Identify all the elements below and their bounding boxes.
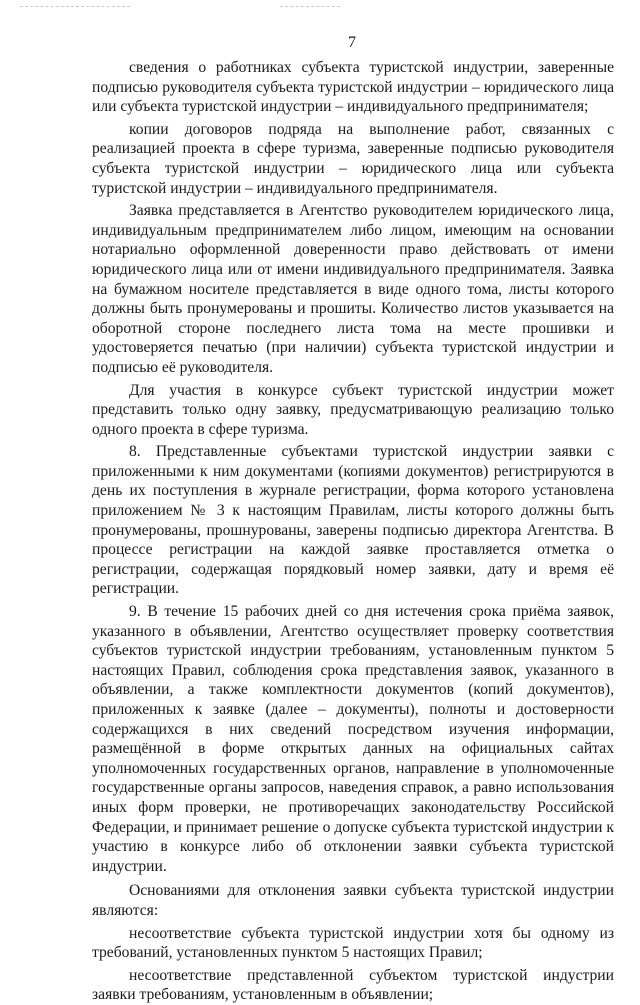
paragraph-item-8-registration: 8. Представленные субъектами туристской индустрии заявки с приложенными к ним документами (копиями документов) регистрируются в день их поступления в журнале регистрации, форма которого установлена приложением № 3 к настоящим Правилам, листы которого должны быть пронумерованы, прошнурованы, заверены подписью директора Агентства. В процессе регистрации на каждой заявке проставляется отметка о регистрации, содержащая порядковый номер заявки, дату и время её регистрации. bbox=[92, 443, 614, 598]
list-item-rejection-announcement: несоответствие представленной субъектом туристской индустрии заявки требованиям, установленным в объявлении; bbox=[92, 966, 614, 1004]
document-body bbox=[92, 58, 614, 1005]
paragraph-contract-copies: копии договоров подряда на выполнение работ, связанных с реализацией проекта в сфере туризма, заверенные подписью руководителя субъекта туристской индустрии – юридического лица или субъекта туристской индустрии – индивидуального предпринимателя. bbox=[92, 120, 614, 197]
list-item-rejection-requirements: несоответствие субъекта туристской индустрии хотя бы одному из требований, установленных пунктом 5 настоящих Правил; bbox=[92, 924, 614, 962]
page-number: 7 bbox=[348, 34, 356, 51]
scan-edge-mark bbox=[280, 6, 340, 7]
paragraph-item-9-verification: 9. В течение 15 рабочих дней со дня истечения срока приёма заявок, указанного в объявлении, Агентство осуществляет проверку соответствия субъектов туристской индустрии требованиям, установленным пунктом 5 настоящих Правил, соблюдения срока представления заявок, указанного в объявлении, а также комплектности документов (копий документов), приложенных к заявке (далее – документы), полноты и достоверности содержащихся в них сведений посредством изучения информации, размещённой в форме открытых данных на официальных сайтах уполномоченных государственных органов, направление в уполномоченные государственные органы запросов, наведения справок, а равно использования иных форм проверки, не противоречащих законодательству Российской Федерации, и принимает решение о допуске субъекта туристской индустрии к участию в конкурсе либо об отклонении заявки субъекта туристской индустрии. bbox=[92, 603, 614, 875]
paragraph-single-application: Для участия в конкурсе субъект туристской индустрии может представить только одну заявку, предусматривающую реализацию только одного проекта в сфере туризма. bbox=[92, 381, 614, 438]
paragraph-application-submission: Заявка представляется в Агентство руководителем юридического лица, индивидуальным предпринимателем либо лицом, имеющим на основании нотариально оформленной доверенности право действовать от имени юридического лица или от имени индивидуального предпринимателя. Заявка на бумажном носителе представляется в виде одного тома, листы которого должны быть пронумерованы и прошиты. Количество листов указывается на оборотной стороне последнего листа тома на месте прошивки и удостоверяется печатью (при наличии) субъекта туристской индустрии и подписью её руководителя. bbox=[92, 202, 614, 376]
scan-edge-mark bbox=[20, 6, 130, 7]
paragraph-rejection-grounds: Основаниями для отклонения заявки субъекта туристской индустрии являются: bbox=[92, 882, 614, 919]
paragraph-staff-info: сведения о работниках субъекта туристской индустрии, заверенные подписью руководителя субъекта туристской индустрии – юридического лица или субъекта туристской индустрии – индивидуального предпринимателя; bbox=[92, 59, 614, 116]
